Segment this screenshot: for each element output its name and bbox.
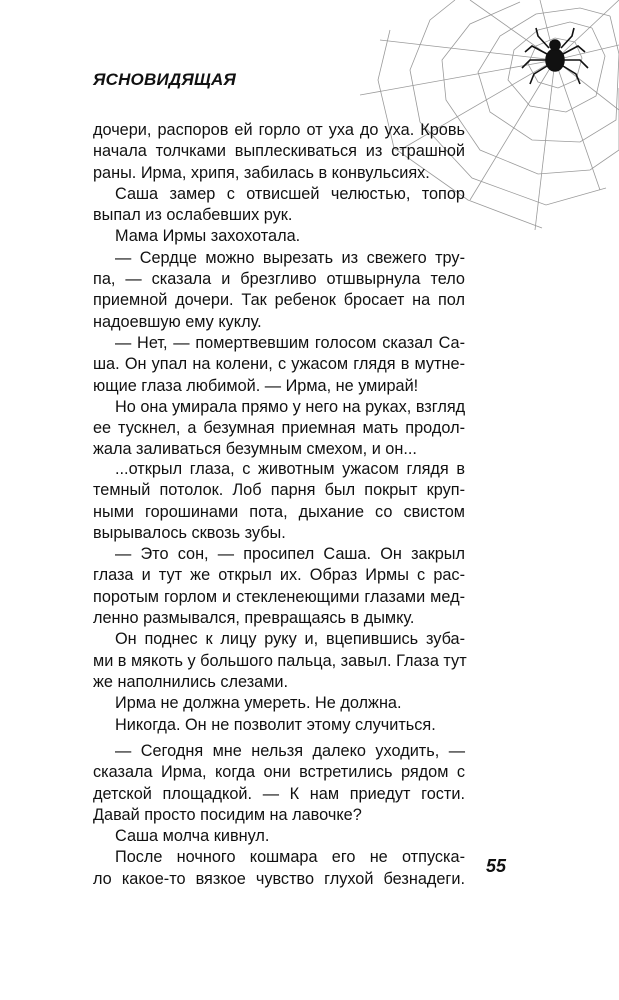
text-line: выпал из ослабевших рук. bbox=[93, 206, 293, 225]
text-block-2 bbox=[93, 459, 465, 736]
text-line: приемной дочери. Так ребенок бросает на пол bbox=[93, 291, 465, 310]
text-line: же наполнились слезами. bbox=[93, 672, 289, 691]
text-block-1 bbox=[93, 120, 465, 461]
text-line: Саша замер с отвисшей челюстью, топор bbox=[115, 184, 465, 203]
text-line: — Сегодня мне нельзя далеко уходить, — bbox=[115, 742, 465, 760]
text-line: ло какое-то вязкое чувство глухой безнадеги. bbox=[93, 869, 465, 888]
text-line: ми в мякоть у большого пальца, завыл. Глаза тут bbox=[93, 651, 467, 670]
text-block-3 bbox=[93, 741, 465, 890]
text-line: Но она умирала прямо у него на руках, взгляд bbox=[115, 397, 466, 416]
text-line: Давай просто посидим на лавочке? bbox=[93, 805, 362, 824]
text-line: глаза и тут же открыл их. Образ Ирмы с рас- bbox=[93, 566, 465, 585]
text-line: Саша молча кивнул. bbox=[115, 827, 270, 846]
text-line: Он поднес к лицу руку и, вцепившись зуба- bbox=[115, 630, 465, 649]
text-line: ее тускнел, а безумная приемная мать продол- bbox=[93, 419, 465, 438]
text-line: надоевшую ему куклу. bbox=[93, 312, 262, 331]
text-line: — Нет, — помертвевшим голосом сказал Са- bbox=[115, 333, 465, 352]
text-line: ющие глаза любимой. — Ирма, не умирай! bbox=[93, 376, 419, 395]
page-number: 55 bbox=[486, 856, 507, 876]
running-title: ЯСНОВИДЯЩАЯ bbox=[93, 70, 237, 89]
text-line: После ночного кошмара его не отпуска- bbox=[115, 848, 465, 867]
text-line: сказала Ирма, когда они встретились рядом с bbox=[93, 763, 465, 782]
text-line: поротым горлом и стекленеющими глазами мед- bbox=[93, 587, 465, 606]
text-line: — Сердце можно вырезать из свежего тру- bbox=[115, 248, 465, 267]
text-line: начала толчками выплескиваться из страшной bbox=[93, 142, 465, 161]
text-line: ша. Он упал на колени, с ужасом глядя в мутне- bbox=[93, 355, 465, 374]
text-line: Ирма не должна умереть. Не должна. bbox=[115, 694, 402, 713]
text-line: жала заливаться безумным смехом, и он... bbox=[93, 440, 417, 459]
text-line: — Это сон, — просипел Саша. Он закрыл bbox=[115, 545, 465, 564]
text-line: Мама Ирмы захохотала. bbox=[115, 227, 301, 246]
text-line: детской площадкой. — К нам приедут гости. bbox=[93, 784, 465, 803]
text-line: дочери, распоров ей горло от уха до уха. Кровь bbox=[93, 121, 465, 139]
text-line: Никогда. Он не позволит этому случиться. bbox=[115, 715, 436, 734]
text-line: па, — сказала и брезгливо отшвырнула тело bbox=[93, 270, 465, 289]
text-line: раны. Ирма, хрипя, забилась в конвульсиях. bbox=[93, 163, 430, 182]
text-line: ленно размывался, превращаясь в дымку. bbox=[93, 609, 415, 628]
text-line: ...открыл глаза, с животным ужасом глядя в bbox=[115, 460, 465, 478]
text-line: ными горошинами пота, дыхание со свистом bbox=[93, 502, 465, 521]
text-line: темный потолок. Лоб парня был покрыт круп- bbox=[93, 481, 465, 500]
text-line: вырывалось сквозь зубы. bbox=[93, 523, 286, 542]
